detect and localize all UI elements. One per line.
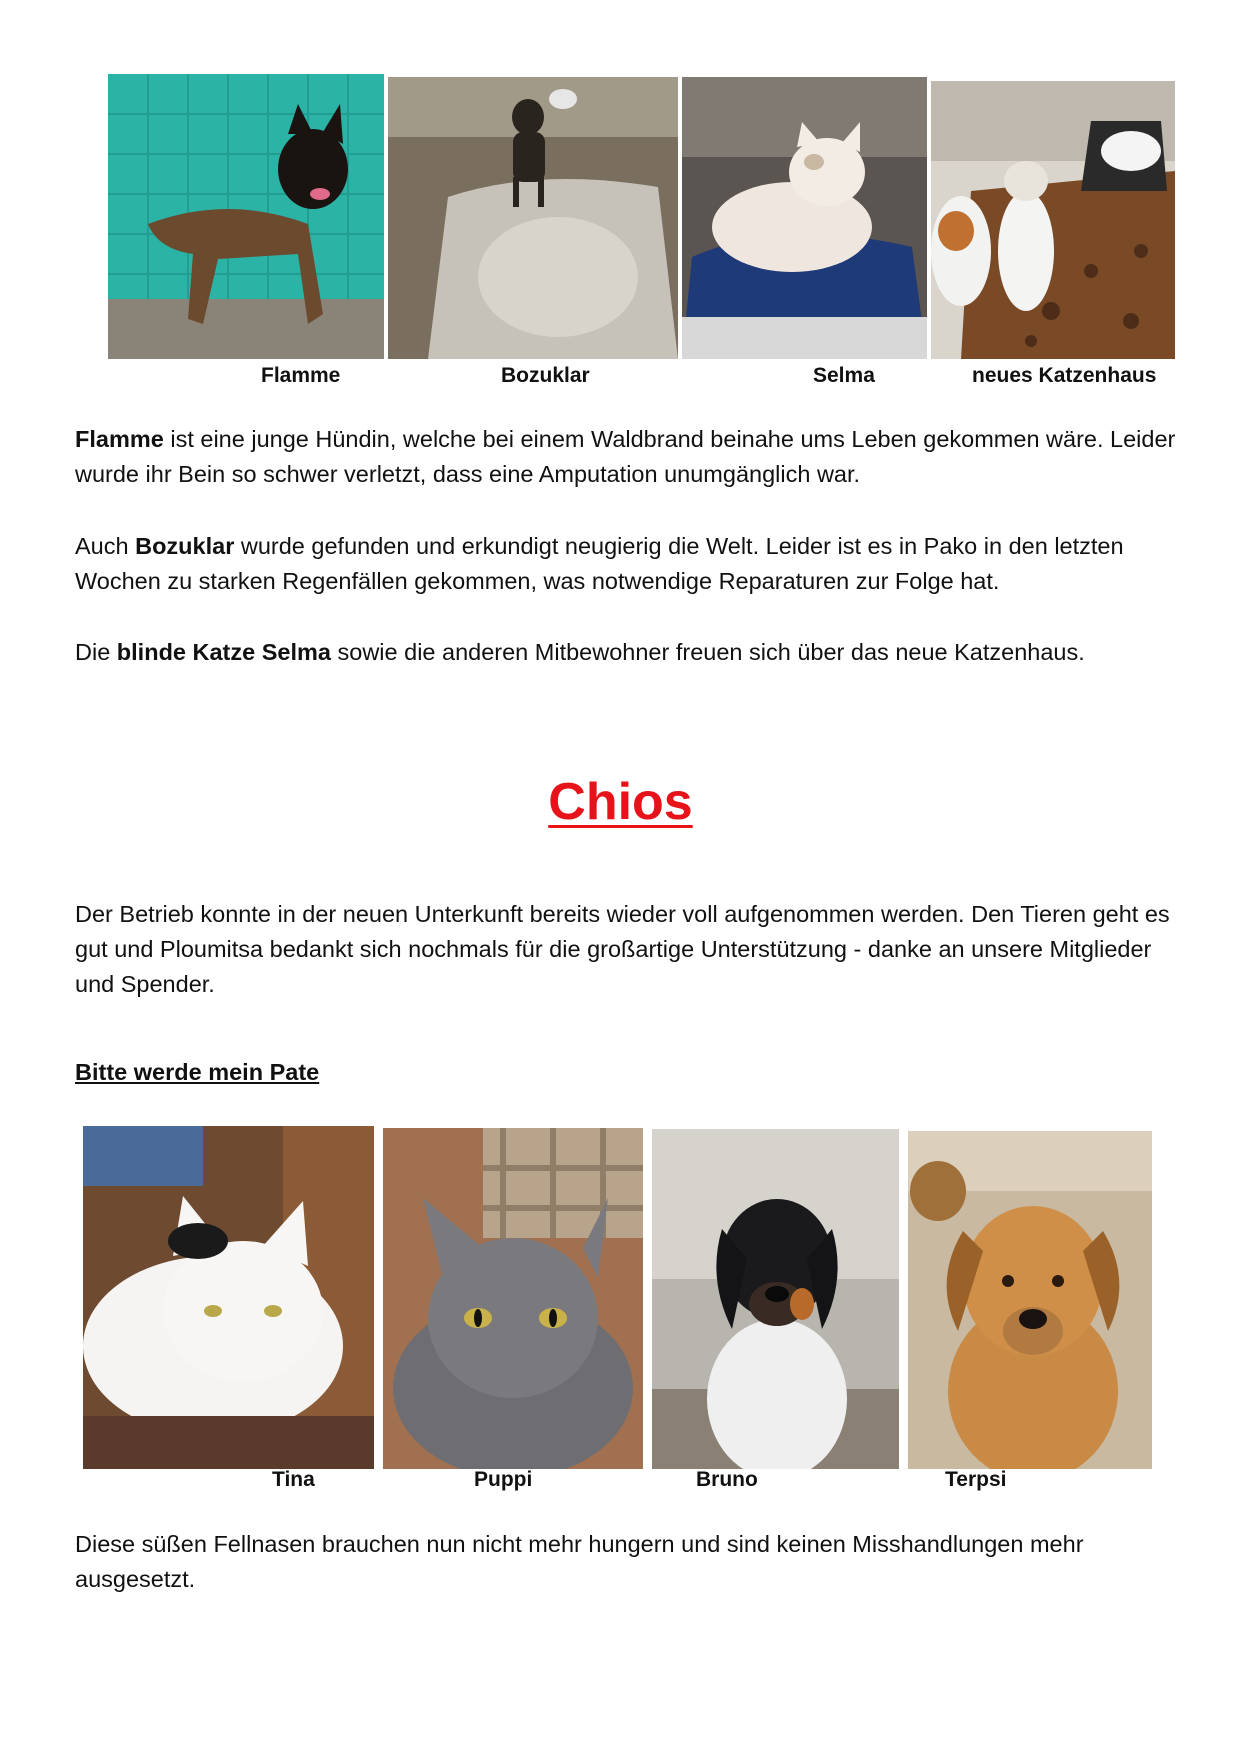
photo-bruno xyxy=(652,1129,899,1469)
paragraph-selma xyxy=(75,635,1195,670)
cat-photo-icon xyxy=(682,77,927,359)
dog-photo-icon xyxy=(908,1131,1152,1469)
paragraph-bozuklar xyxy=(75,529,1195,599)
paragraph-prefix: Die xyxy=(75,639,117,665)
caption-bruno: Bruno xyxy=(696,1468,758,1491)
paragraph-text: sowie die anderen Mitbewohner freuen sich über das neue Katzenhaus. xyxy=(330,639,1085,665)
photo-flamme xyxy=(108,74,384,359)
cats-photo-icon xyxy=(931,81,1175,359)
bold-name: Flamme xyxy=(75,426,164,452)
section-intro: Der Betrieb konnte in der neuen Unterkunft bereits wieder voll aufgenommen werden. Den Tieren geht es gut und Ploumitsa bedankt sich nochmals für die großartige Unterstützung - danke an unsere Mitglieder und Spender. xyxy=(75,901,1170,997)
caption-puppi: Puppi xyxy=(474,1468,533,1491)
closing-paragraph: Diese süßen Fellnasen brauchen nun nicht mehr hungern und sind keinen Misshandlungen mehr ausgesetzt. xyxy=(75,1531,1084,1592)
dog-photo-icon xyxy=(652,1129,899,1469)
section-title: Chios xyxy=(548,773,693,831)
caption-terpsi: Terpsi xyxy=(945,1468,1007,1491)
caption-bozuklar: Bozuklar xyxy=(501,364,590,387)
caption-neues-katzenhaus: neues Katzenhaus xyxy=(972,364,1157,387)
photo-puppi xyxy=(383,1128,643,1469)
paragraph-prefix: Auch xyxy=(75,533,136,559)
dog-photo-icon xyxy=(108,74,384,359)
photo-tina xyxy=(83,1126,374,1469)
cat-photo-icon xyxy=(383,1128,643,1469)
bold-name: blinde Katze Selma xyxy=(116,639,331,665)
photo-bozuklar xyxy=(388,77,678,359)
paragraph-text: wurde gefunden und erkundigt neugierig die Welt. Leider ist es in Pako in den letzten Wochen zu starken Regenfällen gekommen, was notwendige Reparaturen zur Folge hat. xyxy=(75,533,1124,594)
caption-tina: Tina xyxy=(272,1468,315,1491)
paragraph-text: ist eine junge Hündin, welche bei einem Waldbrand beinahe ums Leben gekommen wäre. Leider wurde ihr Bein so schwer verletzt, dass eine Amputation unumgänglich war. xyxy=(75,426,1176,487)
caption-selma: Selma xyxy=(813,364,875,387)
photo-neues-katzenhaus xyxy=(931,81,1175,359)
cat-photo-icon xyxy=(83,1126,374,1469)
paragraph-flamme xyxy=(75,422,1195,492)
sponsor-subheading: Bitte werde mein Pate xyxy=(75,1059,320,1085)
photo-terpsi xyxy=(908,1131,1152,1469)
puppy-photo-icon xyxy=(388,77,678,359)
bold-name: Bozuklar xyxy=(135,533,235,559)
photo-selma xyxy=(682,77,927,359)
caption-flamme: Flamme xyxy=(261,364,341,387)
